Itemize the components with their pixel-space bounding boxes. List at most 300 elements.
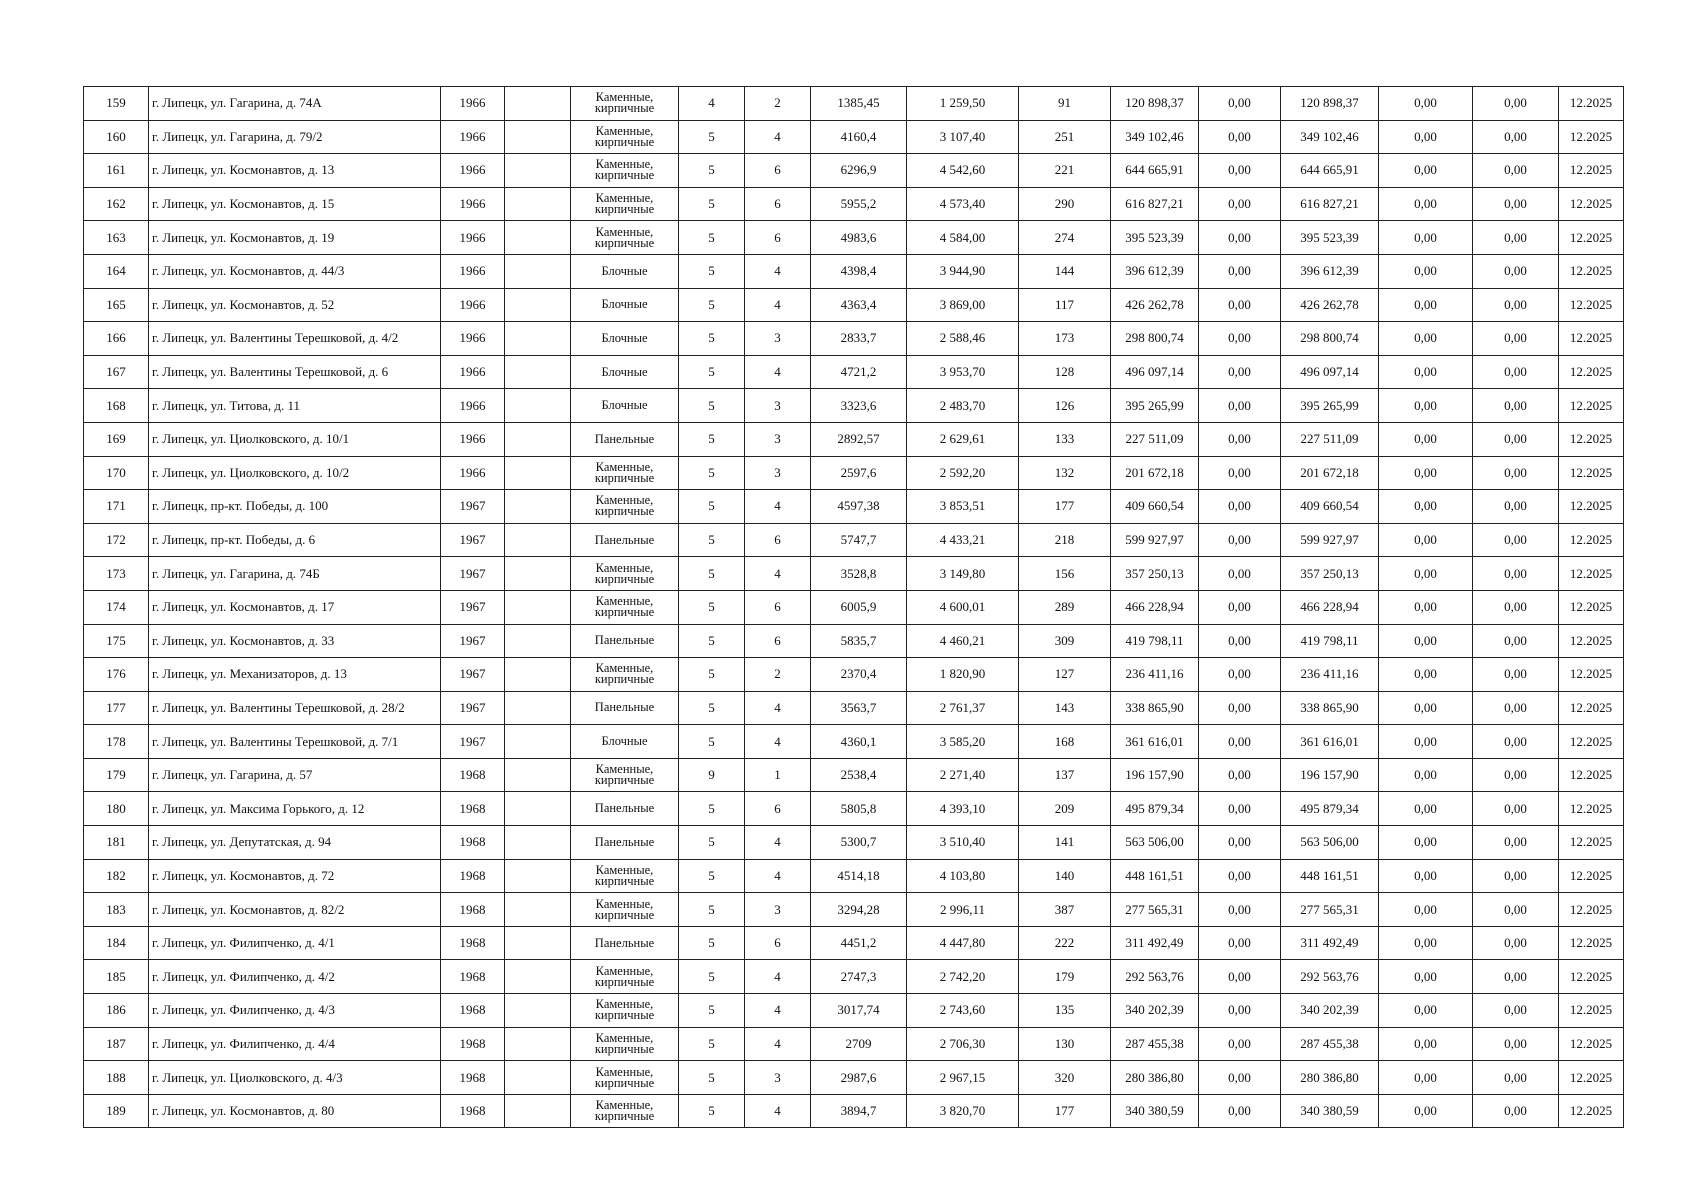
address-cell: г. Липецк, ул. Циолковского, д. 4/3 <box>149 1061 441 1095</box>
year-built-cell: 1968 <box>441 859 505 893</box>
regional-funds-cell: 0,00 <box>1379 322 1473 356</box>
row-number-cell: 172 <box>84 523 149 557</box>
floors-cell: 5 <box>679 893 745 927</box>
blank-cell <box>505 590 571 624</box>
table-row <box>84 523 1624 557</box>
federal-funds-cell: 0,00 <box>1199 590 1281 624</box>
residents-cell: 209 <box>1019 792 1111 826</box>
wall-material-cell: Блочные <box>571 355 679 389</box>
regional-funds-cell: 0,00 <box>1379 456 1473 490</box>
federal-funds-cell: 0,00 <box>1199 523 1281 557</box>
row-number-cell: 167 <box>84 355 149 389</box>
row-number-cell: 161 <box>84 154 149 188</box>
address-cell: г. Липецк, ул. Циолковского, д. 10/1 <box>149 422 441 456</box>
floors-cell: 5 <box>679 523 745 557</box>
living-area-cell: 2 743,60 <box>907 994 1019 1028</box>
owner-funds-cell: 395 523,39 <box>1281 221 1379 255</box>
owner-funds-cell: 196 157,90 <box>1281 758 1379 792</box>
federal-funds-cell: 0,00 <box>1199 87 1281 121</box>
blank-cell <box>505 960 571 994</box>
row-number-cell: 179 <box>84 758 149 792</box>
housing-register-table <box>83 86 1624 1128</box>
residents-cell: 177 <box>1019 1094 1111 1128</box>
owner-funds-cell: 448 161,51 <box>1281 859 1379 893</box>
total-area-cell: 2747,3 <box>811 960 907 994</box>
total-cost-cell: 287 455,38 <box>1111 1027 1199 1061</box>
blank-cell <box>505 1061 571 1095</box>
federal-funds-cell: 0,00 <box>1199 221 1281 255</box>
floors-cell: 5 <box>679 187 745 221</box>
total-cost-cell: 361 616,01 <box>1111 725 1199 759</box>
federal-funds-cell: 0,00 <box>1199 557 1281 591</box>
municipal-funds-cell: 0,00 <box>1473 254 1559 288</box>
table-row <box>84 87 1624 121</box>
address-cell: г. Липецк, ул. Космонавтов, д. 80 <box>149 1094 441 1128</box>
municipal-funds-cell: 0,00 <box>1473 1027 1559 1061</box>
entrances-cell: 6 <box>745 624 811 658</box>
wall-material-cell: Каменные, кирпичные <box>571 758 679 792</box>
residents-cell: 140 <box>1019 859 1111 893</box>
deadline-cell: 12.2025 <box>1559 1061 1624 1095</box>
municipal-funds-cell: 0,00 <box>1473 422 1559 456</box>
wall-material-cell: Каменные, кирпичные <box>571 120 679 154</box>
floors-cell: 5 <box>679 960 745 994</box>
living-area-cell: 3 107,40 <box>907 120 1019 154</box>
deadline-cell: 12.2025 <box>1559 691 1624 725</box>
owner-funds-cell: 357 250,13 <box>1281 557 1379 591</box>
owner-funds-cell: 236 411,16 <box>1281 658 1379 692</box>
municipal-funds-cell: 0,00 <box>1473 456 1559 490</box>
floors-cell: 5 <box>679 994 745 1028</box>
regional-funds-cell: 0,00 <box>1379 725 1473 759</box>
row-number-cell: 175 <box>84 624 149 658</box>
entrances-cell: 4 <box>745 994 811 1028</box>
federal-funds-cell: 0,00 <box>1199 624 1281 658</box>
total-area-cell: 5747,7 <box>811 523 907 557</box>
floors-cell: 5 <box>679 154 745 188</box>
total-area-cell: 5805,8 <box>811 792 907 826</box>
total-cost-cell: 409 660,54 <box>1111 490 1199 524</box>
living-area-cell: 4 573,40 <box>907 187 1019 221</box>
year-built-cell: 1967 <box>441 691 505 725</box>
total-cost-cell: 644 665,91 <box>1111 154 1199 188</box>
living-area-cell: 2 592,20 <box>907 456 1019 490</box>
municipal-funds-cell: 0,00 <box>1473 523 1559 557</box>
entrances-cell: 4 <box>745 490 811 524</box>
regional-funds-cell: 0,00 <box>1379 87 1473 121</box>
year-built-cell: 1968 <box>441 960 505 994</box>
entrances-cell: 4 <box>745 254 811 288</box>
living-area-cell: 4 584,00 <box>907 221 1019 255</box>
table-row <box>84 557 1624 591</box>
floors-cell: 5 <box>679 422 745 456</box>
table-row <box>84 1027 1624 1061</box>
wall-material-cell: Каменные, кирпичные <box>571 187 679 221</box>
year-built-cell: 1966 <box>441 422 505 456</box>
total-area-cell: 3894,7 <box>811 1094 907 1128</box>
address-cell: г. Липецк, пр-кт. Победы, д. 100 <box>149 490 441 524</box>
blank-cell <box>505 523 571 557</box>
blank-cell <box>505 187 571 221</box>
entrances-cell: 6 <box>745 792 811 826</box>
blank-cell <box>505 658 571 692</box>
municipal-funds-cell: 0,00 <box>1473 187 1559 221</box>
entrances-cell: 4 <box>745 960 811 994</box>
year-built-cell: 1967 <box>441 725 505 759</box>
table-row <box>84 422 1624 456</box>
blank-cell <box>505 322 571 356</box>
regional-funds-cell: 0,00 <box>1379 355 1473 389</box>
blank-cell <box>505 355 571 389</box>
owner-funds-cell: 395 265,99 <box>1281 389 1379 423</box>
wall-material-cell: Панельные <box>571 422 679 456</box>
residents-cell: 133 <box>1019 422 1111 456</box>
table-row <box>84 960 1624 994</box>
residents-cell: 126 <box>1019 389 1111 423</box>
federal-funds-cell: 0,00 <box>1199 1027 1281 1061</box>
floors-cell: 4 <box>679 87 745 121</box>
residents-cell: 387 <box>1019 893 1111 927</box>
table-row <box>84 725 1624 759</box>
total-cost-cell: 340 380,59 <box>1111 1094 1199 1128</box>
year-built-cell: 1967 <box>441 624 505 658</box>
address-cell: г. Липецк, ул. Космонавтов, д. 17 <box>149 590 441 624</box>
wall-material-cell: Блочные <box>571 322 679 356</box>
deadline-cell: 12.2025 <box>1559 590 1624 624</box>
wall-material-cell: Каменные, кирпичные <box>571 893 679 927</box>
table-row <box>84 490 1624 524</box>
table-row <box>84 456 1624 490</box>
owner-funds-cell: 616 827,21 <box>1281 187 1379 221</box>
address-cell: г. Липецк, ул. Филипченко, д. 4/2 <box>149 960 441 994</box>
table-row <box>84 254 1624 288</box>
row-number-cell: 174 <box>84 590 149 624</box>
living-area-cell: 3 510,40 <box>907 826 1019 860</box>
total-cost-cell: 616 827,21 <box>1111 187 1199 221</box>
deadline-cell: 12.2025 <box>1559 725 1624 759</box>
entrances-cell: 6 <box>745 187 811 221</box>
address-cell: г. Липецк, ул. Филипченко, д. 4/1 <box>149 926 441 960</box>
floors-cell: 5 <box>679 691 745 725</box>
federal-funds-cell: 0,00 <box>1199 792 1281 826</box>
federal-funds-cell: 0,00 <box>1199 422 1281 456</box>
living-area-cell: 3 585,20 <box>907 725 1019 759</box>
blank-cell <box>505 792 571 826</box>
table-row <box>84 893 1624 927</box>
blank-cell <box>505 893 571 927</box>
blank-cell <box>505 691 571 725</box>
federal-funds-cell: 0,00 <box>1199 154 1281 188</box>
owner-funds-cell: 599 927,97 <box>1281 523 1379 557</box>
municipal-funds-cell: 0,00 <box>1473 355 1559 389</box>
address-cell: г. Липецк, ул. Механизаторов, д. 13 <box>149 658 441 692</box>
wall-material-cell: Каменные, кирпичные <box>571 590 679 624</box>
municipal-funds-cell: 0,00 <box>1473 725 1559 759</box>
municipal-funds-cell: 0,00 <box>1473 960 1559 994</box>
wall-material-cell: Панельные <box>571 926 679 960</box>
living-area-cell: 2 271,40 <box>907 758 1019 792</box>
row-number-cell: 184 <box>84 926 149 960</box>
entrances-cell: 4 <box>745 826 811 860</box>
living-area-cell: 1 820,90 <box>907 658 1019 692</box>
living-area-cell: 3 869,00 <box>907 288 1019 322</box>
wall-material-cell: Панельные <box>571 523 679 557</box>
wall-material-cell: Каменные, кирпичные <box>571 557 679 591</box>
row-number-cell: 169 <box>84 422 149 456</box>
total-area-cell: 4983,6 <box>811 221 907 255</box>
blank-cell <box>505 859 571 893</box>
federal-funds-cell: 0,00 <box>1199 691 1281 725</box>
municipal-funds-cell: 0,00 <box>1473 893 1559 927</box>
row-number-cell: 165 <box>84 288 149 322</box>
wall-material-cell: Блочные <box>571 389 679 423</box>
total-cost-cell: 466 228,94 <box>1111 590 1199 624</box>
wall-material-cell: Каменные, кирпичные <box>571 1061 679 1095</box>
total-area-cell: 4597,38 <box>811 490 907 524</box>
living-area-cell: 2 483,70 <box>907 389 1019 423</box>
total-cost-cell: 395 265,99 <box>1111 389 1199 423</box>
municipal-funds-cell: 0,00 <box>1473 221 1559 255</box>
blank-cell <box>505 926 571 960</box>
address-cell: г. Липецк, ул. Космонавтов, д. 15 <box>149 187 441 221</box>
federal-funds-cell: 0,00 <box>1199 254 1281 288</box>
regional-funds-cell: 0,00 <box>1379 490 1473 524</box>
total-area-cell: 5955,2 <box>811 187 907 221</box>
regional-funds-cell: 0,00 <box>1379 792 1473 826</box>
table-row <box>84 187 1624 221</box>
floors-cell: 5 <box>679 288 745 322</box>
entrances-cell: 4 <box>745 355 811 389</box>
federal-funds-cell: 0,00 <box>1199 926 1281 960</box>
total-cost-cell: 298 800,74 <box>1111 322 1199 356</box>
residents-cell: 144 <box>1019 254 1111 288</box>
blank-cell <box>505 725 571 759</box>
blank-cell <box>505 221 571 255</box>
wall-material-cell: Каменные, кирпичные <box>571 960 679 994</box>
federal-funds-cell: 0,00 <box>1199 1094 1281 1128</box>
deadline-cell: 12.2025 <box>1559 154 1624 188</box>
residents-cell: 274 <box>1019 221 1111 255</box>
floors-cell: 5 <box>679 456 745 490</box>
floors-cell: 5 <box>679 590 745 624</box>
year-built-cell: 1966 <box>441 221 505 255</box>
table-row <box>84 221 1624 255</box>
living-area-cell: 4 600,01 <box>907 590 1019 624</box>
entrances-cell: 4 <box>745 120 811 154</box>
regional-funds-cell: 0,00 <box>1379 557 1473 591</box>
entrances-cell: 4 <box>745 1094 811 1128</box>
floors-cell: 5 <box>679 1094 745 1128</box>
total-area-cell: 3528,8 <box>811 557 907 591</box>
deadline-cell: 12.2025 <box>1559 87 1624 121</box>
entrances-cell: 4 <box>745 557 811 591</box>
floors-cell: 5 <box>679 355 745 389</box>
address-cell: г. Липецк, ул. Космонавтов, д. 82/2 <box>149 893 441 927</box>
total-area-cell: 2987,6 <box>811 1061 907 1095</box>
living-area-cell: 4 542,60 <box>907 154 1019 188</box>
year-built-cell: 1968 <box>441 826 505 860</box>
address-cell: г. Липецк, ул. Космонавтов, д. 72 <box>149 859 441 893</box>
entrances-cell: 6 <box>745 590 811 624</box>
municipal-funds-cell: 0,00 <box>1473 590 1559 624</box>
total-cost-cell: 196 157,90 <box>1111 758 1199 792</box>
total-area-cell: 4398,4 <box>811 254 907 288</box>
total-area-cell: 2892,57 <box>811 422 907 456</box>
wall-material-cell: Панельные <box>571 826 679 860</box>
deadline-cell: 12.2025 <box>1559 322 1624 356</box>
deadline-cell: 12.2025 <box>1559 288 1624 322</box>
residents-cell: 289 <box>1019 590 1111 624</box>
total-cost-cell: 236 411,16 <box>1111 658 1199 692</box>
deadline-cell: 12.2025 <box>1559 389 1624 423</box>
residents-cell: 218 <box>1019 523 1111 557</box>
federal-funds-cell: 0,00 <box>1199 355 1281 389</box>
total-cost-cell: 448 161,51 <box>1111 859 1199 893</box>
total-cost-cell: 396 612,39 <box>1111 254 1199 288</box>
owner-funds-cell: 426 262,78 <box>1281 288 1379 322</box>
total-cost-cell: 419 798,11 <box>1111 624 1199 658</box>
wall-material-cell: Каменные, кирпичные <box>571 1094 679 1128</box>
residents-cell: 137 <box>1019 758 1111 792</box>
row-number-cell: 180 <box>84 792 149 826</box>
residents-cell: 91 <box>1019 87 1111 121</box>
federal-funds-cell: 0,00 <box>1199 960 1281 994</box>
address-cell: г. Липецк, ул. Максима Горького, д. 12 <box>149 792 441 826</box>
deadline-cell: 12.2025 <box>1559 960 1624 994</box>
owner-funds-cell: 644 665,91 <box>1281 154 1379 188</box>
total-cost-cell: 227 511,09 <box>1111 422 1199 456</box>
residents-cell: 135 <box>1019 994 1111 1028</box>
municipal-funds-cell: 0,00 <box>1473 624 1559 658</box>
regional-funds-cell: 0,00 <box>1379 826 1473 860</box>
row-number-cell: 160 <box>84 120 149 154</box>
residents-cell: 132 <box>1019 456 1111 490</box>
federal-funds-cell: 0,00 <box>1199 490 1281 524</box>
row-number-cell: 177 <box>84 691 149 725</box>
total-area-cell: 2538,4 <box>811 758 907 792</box>
living-area-cell: 4 433,21 <box>907 523 1019 557</box>
entrances-cell: 4 <box>745 691 811 725</box>
total-area-cell: 4514,18 <box>811 859 907 893</box>
year-built-cell: 1968 <box>441 758 505 792</box>
row-number-cell: 173 <box>84 557 149 591</box>
regional-funds-cell: 0,00 <box>1379 120 1473 154</box>
table-row <box>84 624 1624 658</box>
federal-funds-cell: 0,00 <box>1199 288 1281 322</box>
residents-cell: 309 <box>1019 624 1111 658</box>
municipal-funds-cell: 0,00 <box>1473 792 1559 826</box>
wall-material-cell: Блочные <box>571 725 679 759</box>
total-area-cell: 3563,7 <box>811 691 907 725</box>
federal-funds-cell: 0,00 <box>1199 758 1281 792</box>
wall-material-cell: Панельные <box>571 691 679 725</box>
wall-material-cell: Каменные, кирпичные <box>571 1027 679 1061</box>
address-cell: г. Липецк, ул. Космонавтов, д. 13 <box>149 154 441 188</box>
wall-material-cell: Панельные <box>571 792 679 826</box>
table-body <box>84 87 1624 1128</box>
federal-funds-cell: 0,00 <box>1199 725 1281 759</box>
address-cell: г. Липецк, ул. Депутатская, д. 94 <box>149 826 441 860</box>
residents-cell: 127 <box>1019 658 1111 692</box>
address-cell: г. Липецк, ул. Гагарина, д. 79/2 <box>149 120 441 154</box>
deadline-cell: 12.2025 <box>1559 120 1624 154</box>
regional-funds-cell: 0,00 <box>1379 994 1473 1028</box>
entrances-cell: 6 <box>745 523 811 557</box>
blank-cell <box>505 120 571 154</box>
deadline-cell: 12.2025 <box>1559 994 1624 1028</box>
total-cost-cell: 201 672,18 <box>1111 456 1199 490</box>
blank-cell <box>505 490 571 524</box>
living-area-cell: 2 742,20 <box>907 960 1019 994</box>
table-row <box>84 322 1624 356</box>
year-built-cell: 1966 <box>441 154 505 188</box>
residents-cell: 141 <box>1019 826 1111 860</box>
floors-cell: 5 <box>679 725 745 759</box>
owner-funds-cell: 201 672,18 <box>1281 456 1379 490</box>
address-cell: г. Липецк, ул. Валентины Терешковой, д. 28/2 <box>149 691 441 725</box>
total-cost-cell: 599 927,97 <box>1111 523 1199 557</box>
total-area-cell: 4160,4 <box>811 120 907 154</box>
residents-cell: 128 <box>1019 355 1111 389</box>
residents-cell: 222 <box>1019 926 1111 960</box>
total-area-cell: 5835,7 <box>811 624 907 658</box>
entrances-cell: 3 <box>745 389 811 423</box>
total-area-cell: 4360,1 <box>811 725 907 759</box>
living-area-cell: 2 629,61 <box>907 422 1019 456</box>
regional-funds-cell: 0,00 <box>1379 523 1473 557</box>
total-area-cell: 4451,2 <box>811 926 907 960</box>
regional-funds-cell: 0,00 <box>1379 893 1473 927</box>
deadline-cell: 12.2025 <box>1559 557 1624 591</box>
total-cost-cell: 120 898,37 <box>1111 87 1199 121</box>
blank-cell <box>505 254 571 288</box>
wall-material-cell: Каменные, кирпичные <box>571 658 679 692</box>
year-built-cell: 1967 <box>441 590 505 624</box>
address-cell: г. Липецк, ул. Валентины Терешковой, д. 7/1 <box>149 725 441 759</box>
blank-cell <box>505 1094 571 1128</box>
floors-cell: 5 <box>679 1027 745 1061</box>
total-cost-cell: 340 202,39 <box>1111 994 1199 1028</box>
entrances-cell: 3 <box>745 893 811 927</box>
deadline-cell: 12.2025 <box>1559 456 1624 490</box>
table-row <box>84 691 1624 725</box>
deadline-cell: 12.2025 <box>1559 792 1624 826</box>
row-number-cell: 163 <box>84 221 149 255</box>
municipal-funds-cell: 0,00 <box>1473 87 1559 121</box>
federal-funds-cell: 0,00 <box>1199 187 1281 221</box>
owner-funds-cell: 287 455,38 <box>1281 1027 1379 1061</box>
federal-funds-cell: 0,00 <box>1199 1061 1281 1095</box>
living-area-cell: 1 259,50 <box>907 87 1019 121</box>
deadline-cell: 12.2025 <box>1559 187 1624 221</box>
total-area-cell: 1385,45 <box>811 87 907 121</box>
deadline-cell: 12.2025 <box>1559 221 1624 255</box>
deadline-cell: 12.2025 <box>1559 758 1624 792</box>
owner-funds-cell: 340 380,59 <box>1281 1094 1379 1128</box>
row-number-cell: 159 <box>84 87 149 121</box>
table-row <box>84 590 1624 624</box>
deadline-cell: 12.2025 <box>1559 859 1624 893</box>
municipal-funds-cell: 0,00 <box>1473 926 1559 960</box>
wall-material-cell: Каменные, кирпичные <box>571 859 679 893</box>
year-built-cell: 1968 <box>441 994 505 1028</box>
deadline-cell: 12.2025 <box>1559 490 1624 524</box>
federal-funds-cell: 0,00 <box>1199 826 1281 860</box>
total-cost-cell: 311 492,49 <box>1111 926 1199 960</box>
residents-cell: 320 <box>1019 1061 1111 1095</box>
total-area-cell: 2833,7 <box>811 322 907 356</box>
regional-funds-cell: 0,00 <box>1379 1094 1473 1128</box>
